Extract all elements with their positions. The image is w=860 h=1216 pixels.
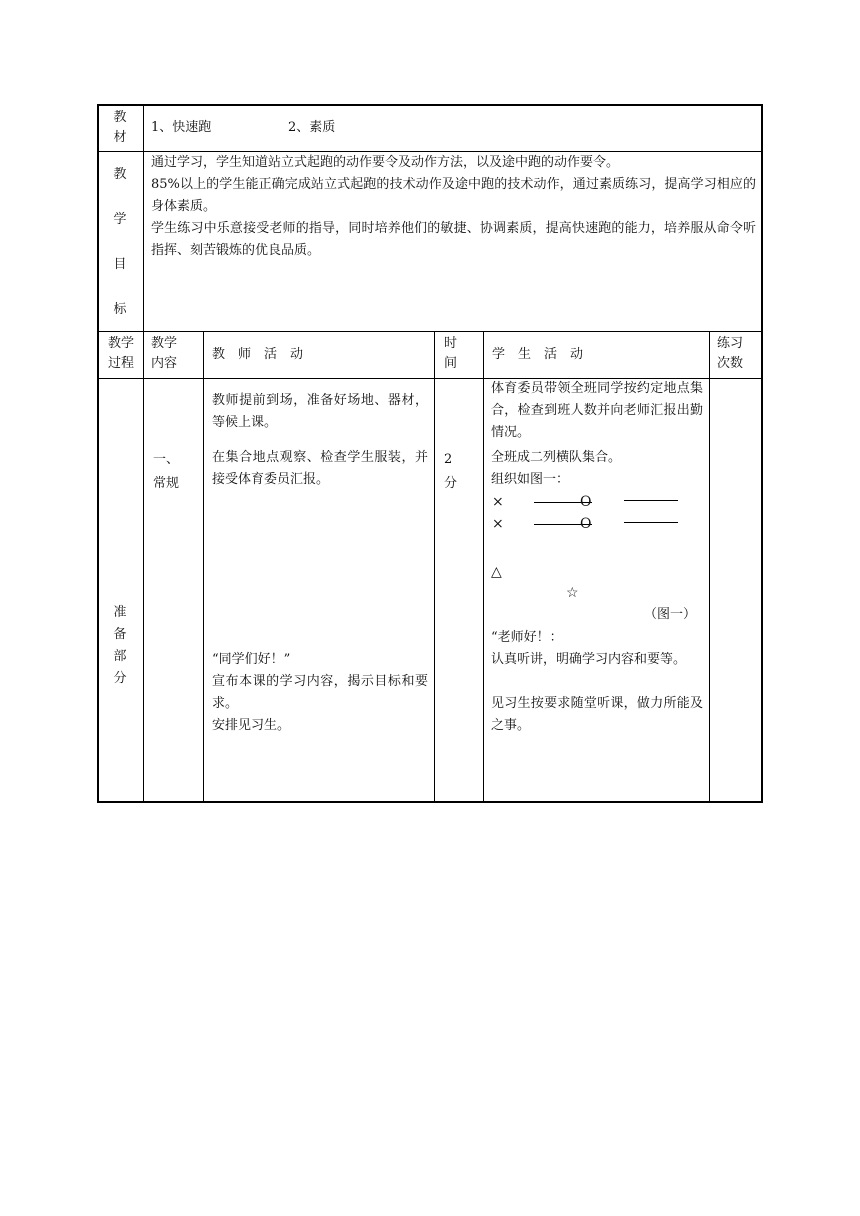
col-separator-2 [203, 331, 204, 803]
objective-paragraph-1: 通过学习，学生知道站立式起跑的动作要令及动作方法，以及途中跑的动作要令。 [151, 155, 620, 170]
prep-phase-char-1: 准 [113, 605, 127, 620]
materials-item-2: 2、素质 [288, 120, 336, 135]
formation-circle-2: O [580, 516, 592, 532]
col-separator-5 [709, 331, 710, 803]
prep-phase-char-3: 部 [113, 649, 127, 664]
objectives-header-char-3: 目 [113, 257, 127, 272]
prep-content [145, 448, 201, 496]
objective-paragraph-3: 学生练习中乐意接受老师的指导，同时培养他们的敏捷、协调素质，提高快速跑的能力，培养服从命令听指挥、刻苦锻炼的优良品质。 [151, 221, 756, 258]
figure-caption: （图一） [644, 607, 697, 622]
formation-triangle: △ [491, 564, 502, 580]
teacher-activity-4: 宣布本课的学习内容，揭示目标和要求。 [212, 674, 428, 711]
materials-header-text: 教材 [113, 110, 127, 145]
objectives-header-char-4: 标 [113, 302, 127, 317]
formation-star: ☆ [566, 585, 579, 601]
prep-time-line-2: 分 [444, 476, 458, 491]
col-header-process-line-2: 过程 [107, 356, 134, 371]
student-activity-5: 认真听讲，明确学习内容和要等。 [491, 652, 687, 667]
teacher-activity-3: “同学们好！” [212, 652, 291, 667]
prep-phase-char-2: 备 [113, 627, 127, 642]
objectives-header-char-2: 学 [113, 212, 127, 227]
student-activity-4: “老师好！： [491, 630, 563, 645]
col-header-time-line-1: 时 [444, 336, 458, 351]
prep-time-line-1: 2 [444, 452, 453, 467]
row-separator-2 [97, 331, 763, 332]
col-separator-1 [143, 104, 144, 803]
materials-header [100, 108, 140, 148]
prep-content-line-2: 常规 [153, 476, 180, 491]
materials-item-1: 1、快速跑 [151, 120, 212, 135]
student-activity-2: 全班成二列横队集合。 [491, 450, 622, 465]
prep-time [436, 448, 480, 496]
col-header-teacher: 教 师 活 动 [212, 347, 304, 362]
col-header-process-line-1: 教学 [107, 336, 134, 351]
table-border-left [97, 104, 99, 803]
table-border-top [97, 104, 763, 106]
teacher-activity-1: 教师提前到场，准备好场地、器材，等候上课。 [212, 393, 428, 430]
col-header-content-line-1: 教学 [151, 336, 178, 351]
teacher-activity-5: 安排见习生。 [212, 718, 291, 733]
col-header-student: 学 生 活 动 [492, 347, 584, 362]
table-border-bottom [97, 801, 763, 803]
col-header-time [436, 334, 480, 374]
col-header-time-line-2: 间 [444, 356, 458, 371]
col-header-count [711, 334, 759, 374]
col-header-content [145, 334, 201, 374]
student-activity-1: 体育委员带领全班同学按约定地点集合，检查到班人数并向老师汇报出勤情况。 [491, 381, 703, 440]
col-separator-4 [483, 331, 484, 803]
formation-circle-1: O [580, 494, 592, 510]
formation-line-2b [624, 522, 678, 523]
col-separator-3 [434, 331, 435, 803]
col-header-content-line-2: 内容 [151, 356, 178, 371]
col-header-count-line-2: 次数 [717, 356, 744, 371]
table-border-right [761, 104, 763, 803]
prep-phase-char-4: 分 [113, 671, 127, 686]
col-header-process [100, 334, 142, 374]
objectives-header-char-1: 教 [113, 167, 127, 182]
student-activity-6: 见习生按要求随堂听课，做力所能及之事。 [491, 696, 703, 733]
teacher-activity-2: 在集合地点观察、检查学生服装，并接受体育委员汇报。 [212, 450, 428, 487]
objective-paragraph-2: 85%以上的学生能正确完成站立式起跑的技术动作及途中跑的技术动作，通过素质练习，提高学习相应的身体素质。 [151, 177, 756, 214]
formation-cross-1: × [492, 494, 504, 510]
prep-phase [100, 602, 140, 690]
formation-line-1b [624, 500, 678, 501]
col-header-count-line-1: 练习 [717, 336, 744, 351]
formation-cross-2: × [492, 516, 504, 532]
student-activity-3: 组织如图一： [491, 472, 570, 487]
prep-content-line-1: 一、 [153, 452, 180, 467]
